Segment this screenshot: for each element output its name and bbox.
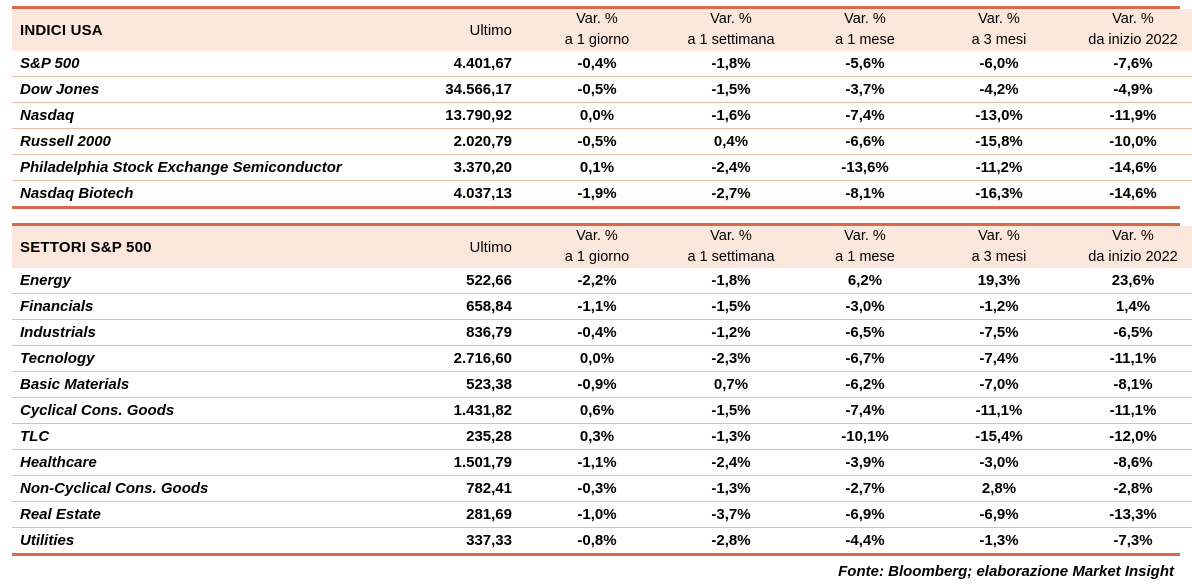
column-header-inizio-2022: [1066, 226, 1192, 268]
table-row: [12, 450, 1192, 476]
header-row: [12, 9, 1192, 51]
row-label: S&P 500: [12, 51, 404, 77]
settori-sp500-table: [12, 226, 1192, 553]
table-row: [12, 294, 1192, 320]
row-var-1d: 0,6%: [530, 398, 664, 424]
column-header-3-mesi: [932, 226, 1066, 268]
row-ultimo: 1.431,82: [404, 398, 530, 424]
indici-usa-header: [12, 9, 1192, 51]
row-var-1w: -1,3%: [664, 476, 798, 502]
period-label: da inizio 2022: [1088, 249, 1178, 266]
column-header-1-mese: [798, 9, 932, 51]
period-label: a 3 mesi: [971, 32, 1027, 49]
table-row: [12, 268, 1192, 294]
row-var-1w: -1,5%: [664, 77, 798, 103]
table-row: [12, 155, 1192, 181]
row-var-1m: -13,6%: [798, 155, 932, 181]
row-label: Cyclical Cons. Goods: [12, 398, 404, 424]
var-label: Var. %: [1112, 11, 1154, 27]
row-ultimo: 782,41: [404, 476, 530, 502]
row-var-1m: -5,6%: [798, 51, 932, 77]
column-header-1-settimana: [664, 9, 798, 51]
table-row: [12, 346, 1192, 372]
row-var-3m: -13,0%: [932, 103, 1066, 129]
row-ultimo: 13.790,92: [404, 103, 530, 129]
row-var-3m: 19,3%: [932, 268, 1066, 294]
row-var-1d: 0,0%: [530, 346, 664, 372]
indici-usa-body: [12, 51, 1192, 206]
row-ultimo: 235,28: [404, 424, 530, 450]
column-header-1-giorno: [530, 226, 664, 268]
row-var-1w: -3,7%: [664, 502, 798, 528]
row-var-1m: -6,9%: [798, 502, 932, 528]
row-ultimo: 337,33: [466, 532, 512, 550]
var-label: Var. %: [978, 228, 1020, 245]
row-var-1w: -1,5%: [664, 294, 798, 320]
row-ultimo: 4.401,67: [404, 51, 530, 77]
row-label: Energy: [12, 268, 404, 294]
table-row: [12, 528, 1192, 554]
row-var-1m: -3,7%: [798, 77, 932, 103]
section-indici-usa: [12, 6, 1180, 209]
row-var-ytd: -14,6%: [1109, 185, 1157, 203]
period-label: da inizio 2022: [1088, 32, 1178, 49]
row-var-1d: 0,0%: [530, 103, 664, 129]
table-row: [12, 372, 1192, 398]
row-var-3m: -3,0%: [932, 450, 1066, 476]
table-row: [12, 398, 1192, 424]
row-var-3m: -4,2%: [932, 77, 1066, 103]
row-var-ytd: -13,3%: [1066, 502, 1192, 528]
row-var-1m: -6,5%: [798, 320, 932, 346]
header-row: [12, 226, 1192, 268]
row-var-3m: -15,4%: [932, 424, 1066, 450]
row-var-3m: -6,9%: [932, 502, 1066, 528]
row-var-ytd: -11,1%: [1066, 346, 1192, 372]
row-var-ytd: -6,5%: [1066, 320, 1192, 346]
row-var-3m: -11,2%: [932, 155, 1066, 181]
column-header-ultimo: Ultimo: [469, 21, 512, 39]
section-title: INDICI USA: [20, 21, 103, 39]
row-ultimo: 522,66: [404, 268, 530, 294]
row-var-1d: -0,4%: [530, 51, 664, 77]
row-var-1m: -7,4%: [798, 398, 932, 424]
table-row: [12, 476, 1192, 502]
row-var-1m: -3,0%: [798, 294, 932, 320]
row-var-1w: -2,3%: [664, 346, 798, 372]
row-var-ytd: -11,9%: [1066, 103, 1192, 129]
period-label: a 1 mese: [835, 249, 895, 266]
row-label: Real Estate: [12, 502, 404, 528]
row-var-3m: -1,3%: [979, 532, 1019, 550]
row-label: Nasdaq Biotech: [20, 185, 134, 203]
row-var-1d: -0,9%: [530, 372, 664, 398]
row-var-1d: -2,2%: [530, 268, 664, 294]
row-var-1m: -3,9%: [798, 450, 932, 476]
var-label: Var. %: [978, 11, 1020, 27]
row-label: Financials: [12, 294, 404, 320]
period-label: a 1 giorno: [564, 249, 630, 266]
var-label: Var. %: [576, 228, 618, 245]
row-label: Industrials: [12, 320, 404, 346]
row-var-3m: -11,1%: [932, 398, 1066, 424]
var-label: Var. %: [844, 11, 886, 27]
row-var-1d: -0,5%: [530, 129, 664, 155]
row-ultimo: 4.037,13: [453, 185, 512, 203]
row-label: Healthcare: [12, 450, 404, 476]
row-ultimo: 3.370,20: [404, 155, 530, 181]
settori-sp500-header: [12, 226, 1192, 268]
row-var-ytd: -7,6%: [1066, 51, 1192, 77]
table-row: [12, 320, 1192, 346]
period-label: a 1 mese: [835, 32, 895, 49]
row-var-3m: -7,4%: [932, 346, 1066, 372]
table-row: [12, 103, 1192, 129]
column-header-inizio-2022: [1066, 9, 1192, 51]
row-var-1w: -1,3%: [664, 424, 798, 450]
var-label: Var. %: [710, 11, 752, 27]
row-var-1m: -10,1%: [798, 424, 932, 450]
row-label: Dow Jones: [12, 77, 404, 103]
row-var-3m: 2,8%: [932, 476, 1066, 502]
period-label: a 1 settimana: [687, 249, 775, 266]
section-bottom-rule: [12, 553, 1180, 556]
row-ultimo: 281,69: [404, 502, 530, 528]
section-settori-sp500: [12, 223, 1180, 556]
row-var-1d: 0,1%: [530, 155, 664, 181]
section-bottom-rule: [12, 206, 1180, 209]
var-label: Var. %: [844, 228, 886, 245]
row-var-1w: -1,5%: [664, 398, 798, 424]
row-var-1m: 6,2%: [798, 268, 932, 294]
row-ultimo: 2.020,79: [404, 129, 530, 155]
row-var-1d: -0,3%: [530, 476, 664, 502]
row-var-1d: -0,4%: [530, 320, 664, 346]
row-label: TLC: [12, 424, 404, 450]
row-var-ytd: -10,0%: [1066, 129, 1192, 155]
period-label: a 1 giorno: [564, 32, 630, 49]
var-label: Var. %: [710, 228, 752, 245]
row-var-1d: -0,5%: [530, 77, 664, 103]
row-ultimo: 2.716,60: [404, 346, 530, 372]
table-row: [12, 181, 1192, 207]
row-var-1m: -4,4%: [845, 532, 885, 550]
row-var-1m: -6,6%: [798, 129, 932, 155]
row-var-1w: 0,4%: [664, 129, 798, 155]
row-var-ytd: -2,8%: [1066, 476, 1192, 502]
row-label: Philadelphia Stock Exchange Semiconductor: [12, 155, 404, 181]
row-var-ytd: -8,1%: [1066, 372, 1192, 398]
row-var-3m: -16,3%: [975, 185, 1023, 203]
row-ultimo: 836,79: [404, 320, 530, 346]
section-title: SETTORI S&P 500: [20, 238, 152, 256]
row-var-3m: -15,8%: [932, 129, 1066, 155]
row-ultimo: 34.566,17: [404, 77, 530, 103]
row-var-ytd: 23,6%: [1066, 268, 1192, 294]
table-row: [12, 502, 1192, 528]
row-var-ytd: -4,9%: [1066, 77, 1192, 103]
row-var-1d: -1,1%: [530, 294, 664, 320]
header-title-cell: [12, 226, 404, 268]
row-ultimo: 523,38: [404, 372, 530, 398]
settori-sp500-body: [12, 268, 1192, 553]
row-var-1w: -1,8%: [664, 51, 798, 77]
column-header-1-mese: [798, 226, 932, 268]
row-var-1w: -2,4%: [664, 155, 798, 181]
table-row: [12, 424, 1192, 450]
row-var-1w: -2,4%: [664, 450, 798, 476]
row-var-1m: -6,2%: [798, 372, 932, 398]
row-var-1d: -1,0%: [530, 502, 664, 528]
indici-usa-table: [12, 9, 1192, 206]
row-var-ytd: 1,4%: [1066, 294, 1192, 320]
row-var-1w: -2,8%: [711, 532, 751, 550]
row-var-ytd: -11,1%: [1066, 398, 1192, 424]
row-label: Basic Materials: [12, 372, 404, 398]
header-title-cell: [12, 9, 404, 51]
row-var-1d: -1,9%: [577, 185, 617, 203]
row-var-1d: 0,3%: [530, 424, 664, 450]
header-ultimo-cell: [404, 226, 530, 268]
row-var-1m: -7,4%: [798, 103, 932, 129]
column-header-1-giorno: [530, 9, 664, 51]
row-var-1w: -1,6%: [664, 103, 798, 129]
row-var-3m: -7,0%: [932, 372, 1066, 398]
row-var-ytd: -7,3%: [1113, 532, 1153, 550]
column-header-3-mesi: [932, 9, 1066, 51]
period-label: a 3 mesi: [971, 249, 1027, 266]
var-label: Var. %: [576, 11, 618, 27]
row-ultimo: 658,84: [404, 294, 530, 320]
row-var-1w: -2,7%: [711, 185, 751, 203]
row-var-1d: -1,1%: [530, 450, 664, 476]
row-var-1w: -1,2%: [664, 320, 798, 346]
row-var-1m: -6,7%: [798, 346, 932, 372]
row-label: Nasdaq: [12, 103, 404, 129]
row-var-3m: -6,0%: [932, 51, 1066, 77]
var-label: Var. %: [1112, 228, 1154, 245]
table-row: [12, 129, 1192, 155]
row-var-1w: -1,8%: [664, 268, 798, 294]
column-header-1-settimana: [664, 226, 798, 268]
row-label: Non-Cyclical Cons. Goods: [12, 476, 404, 502]
section-divider-space: [12, 209, 1180, 223]
row-label: Tecnology: [12, 346, 404, 372]
row-var-ytd: -12,0%: [1066, 424, 1192, 450]
header-ultimo-cell: [404, 9, 530, 51]
column-header-ultimo: Ultimo: [469, 238, 512, 256]
row-var-1w: 0,7%: [664, 372, 798, 398]
row-label: Russell 2000: [12, 129, 404, 155]
table-row: [12, 77, 1192, 103]
table-row: [12, 51, 1192, 77]
row-var-ytd: -14,6%: [1066, 155, 1192, 181]
source-note: Fonte: Bloomberg; elaborazione Market Insight: [838, 563, 1174, 581]
row-ultimo: 1.501,79: [404, 450, 530, 476]
row-var-1m: -8,1%: [845, 185, 885, 203]
row-var-1d: -0,8%: [577, 532, 617, 550]
row-var-3m: -7,5%: [932, 320, 1066, 346]
row-label: Utilities: [20, 532, 75, 550]
row-var-1m: -2,7%: [798, 476, 932, 502]
row-var-ytd: -8,6%: [1066, 450, 1192, 476]
period-label: a 1 settimana: [687, 32, 775, 49]
row-var-3m: -1,2%: [932, 294, 1066, 320]
